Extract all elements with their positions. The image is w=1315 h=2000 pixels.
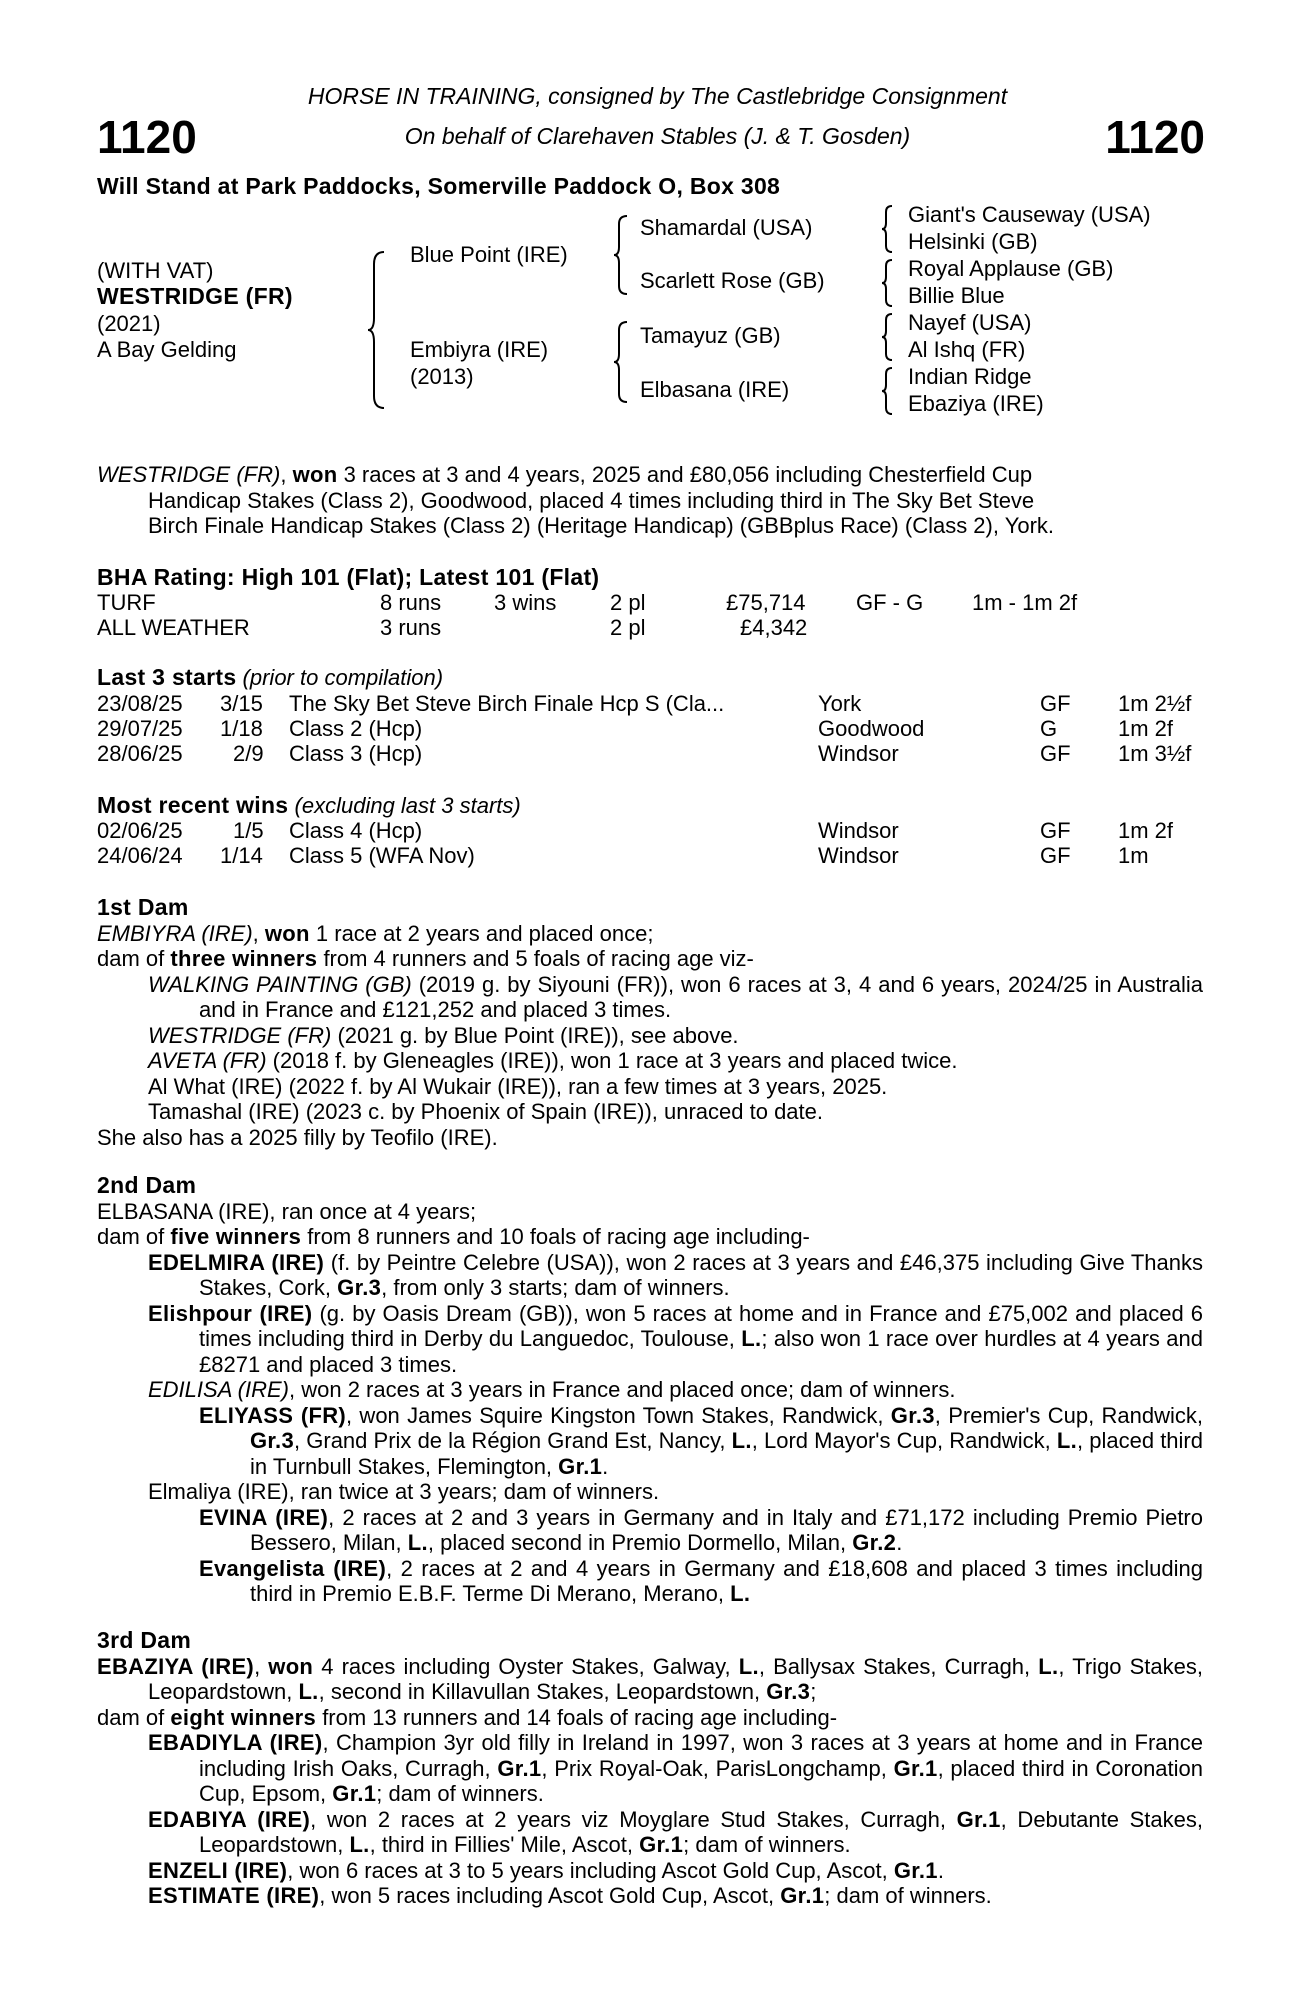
win-1-course: Windsor: [818, 818, 899, 843]
ebaziya-l1: L.: [738, 1653, 759, 1679]
ebadiyla-gr2: Gr.1: [893, 1755, 938, 1781]
first-dam-damof: dam of: [97, 946, 171, 971]
aw-surface: ALL WEATHER: [97, 615, 250, 640]
third-dam-damof: dam of: [97, 1704, 171, 1730]
start-2-race: Class 2 (Hcp): [289, 716, 423, 741]
ebadiyla-a: , Champion 3yr old filly in Ireland in 1997, won 3 races at 3 years at home and in France including Irish Oaks, Curragh,: [199, 1730, 1203, 1781]
ebaziya-a: 4 races including Oyster Stakes, Galway,: [313, 1653, 739, 1679]
turf-prize: £75,714: [726, 590, 806, 615]
edelmira-grade: Gr.3: [337, 1275, 382, 1300]
recent-wins-note: (excluding last 3 starts): [294, 793, 521, 818]
dam-sire: Tamayuz (GB): [640, 323, 781, 348]
last-starts-heading: [97, 665, 443, 690]
enzeli-name: ENZELI (IRE): [148, 1857, 288, 1883]
grandsire-3: Royal Applause (GB): [908, 256, 1114, 281]
eliyass-l1: L.: [731, 1428, 752, 1453]
eliyass-name: ELIYASS (FR): [199, 1402, 347, 1428]
edelmira-name: EDELMIRA (IRE): [148, 1249, 325, 1275]
elishpour-listed: L.: [741, 1326, 762, 1351]
edabiya-d: ; dam of winners.: [683, 1832, 851, 1857]
last-starts-title: Last 3 starts: [97, 664, 237, 690]
progeny-2-text: (2021 g. by Blue Point (IRE)), see above.: [331, 1022, 739, 1048]
grandsire-1: Giant's Causeway (USA): [908, 202, 1151, 227]
ebaziya-name: EBAZIYA (IRE): [97, 1653, 255, 1679]
enzeli-a: , won 6 races at 3 to 5 years including Ascot Gold Cup, Ascot,: [287, 1857, 894, 1883]
horse-year: (2021): [97, 311, 161, 336]
summary-horse-name: WESTRIDGE (FR): [97, 462, 281, 487]
race-summary: WESTRIDGE (FR), won 3 races at 3 and 4 years, 2025 and £80,056 including Chesterfield Cup Handicap Stakes (Class 2), Goodwood, placed 4 times including third in The Sky Bet Steve Birch Finale Handicap Stakes (Class 2) (Heritage Handicap) (GBBplus Race) (Class 2), York.: [97, 462, 1203, 539]
brace-g34: [880, 258, 894, 308]
start-1-going: GF: [1040, 691, 1071, 716]
start-1-pos: 3/15: [220, 691, 263, 716]
eliyass-a: , won James Squire Kingston Town Stakes, Randwick,: [346, 1402, 891, 1428]
evangelista-a: , 2 races at 2 and 4 years in Germany and £18,608 and placed 3 times including third in Premio E.B.F. Terme Di Merano, Merano,: [250, 1555, 1203, 1606]
estimate-a: , won 5 races including Ascot Gold Cup, Ascot,: [319, 1883, 781, 1908]
win-2-race: Class 5 (WFA Nov): [289, 843, 475, 868]
win-1-dist: 1m 2f: [1118, 818, 1174, 843]
ebadiyla-gr1: Gr.1: [497, 1755, 542, 1781]
edabiya-b: , Debutante Stakes, Leopardstown,: [199, 1806, 1203, 1857]
vat-label: (WITH VAT): [97, 258, 214, 283]
edilisa-name: EDILISA (IRE): [148, 1377, 289, 1402]
granddam-8: Ebaziya (IRE): [908, 391, 1044, 416]
ebaziya-l2: L.: [1038, 1653, 1059, 1679]
pedigree-brace-dam: [612, 320, 630, 404]
win-2-date: 24/06/24: [97, 843, 183, 868]
evina-grade: Gr.2: [852, 1530, 897, 1555]
second-dam-section: [97, 1173, 1203, 1607]
start-2-pos: 1/18: [220, 716, 263, 741]
behalf-line: On behalf of Clarehaven Stables (J. & T. Gosden): [404, 123, 911, 149]
granddam-2: Helsinki (GB): [908, 229, 1038, 254]
first-dam-heading: 1st Dam: [97, 894, 189, 920]
consignment-line: HORSE IN TRAINING, consigned by The Castlebridge Consignment: [307, 83, 1008, 109]
start-1-race: The Sky Bet Steve Birch Finale Hcp S (Cla...: [289, 691, 725, 716]
eliyass-b: , Premier's Cup, Randwick,: [934, 1402, 1203, 1428]
start-3-date: 28/06/25: [97, 741, 183, 766]
start-3-going: GF: [1040, 741, 1071, 766]
start-2-course: Goodwood: [818, 716, 925, 741]
second-dam-winners: five winners: [170, 1224, 302, 1249]
summary-text-b: Handicap Stakes (Class 2), Goodwood, placed 4 times including third in The Sky Bet Steve: [148, 487, 1035, 513]
third-dam-section: 3rd Dam EBAZIYA (IRE), won 4 races including Oyster Stakes, Galway, L., Ballysax Stakes, Curragh, L., Trigo Stakes, Leopardstown, L., second in Killavullan Stakes, Leopardstown, Gr.3; dam of eight winners from 13 runners and 14 foals of racing age including- EBADIYLA (IRE), Champion 3yr old filly in Ireland in 1997, won 3 races at 3 years at home and in France including Irish Oaks, Curragh, Gr.1, Prix Royal-Oak, ParisLongchamp, Gr.1, placed third in Coronation Cup, Epsom, Gr.1; dam of winners. EDABIYA (IRE), won 2 races at 2 years viz Moyglare Stud Stakes, Curragh, Gr.1, Debutante Stakes, Leopardstown, L., third in Fillies' Mile, Ascot, Gr.1; dam of winners. ENZELI (IRE), won 6 races at 3 to 5 years including Ascot Gold Cup, Ascot, Gr.1. ESTIMATE (IRE), won 5 races including Ascot Gold Cup, Ascot, Gr.1; dam of winners.: [97, 1627, 1204, 1908]
progeny-6: She also has a 2025 filly by Teofilo (IRE).: [97, 1124, 498, 1150]
eliyass-e: , placed third in Turnbull Stakes, Flemington,: [250, 1428, 1203, 1479]
evina-c: .: [896, 1530, 903, 1555]
evangelista-listed: L.: [730, 1581, 751, 1606]
estimate-gr: Gr.1: [780, 1883, 825, 1908]
progeny-3-name: AVETA (FR): [148, 1048, 267, 1073]
third-dam-winners: eight winners: [170, 1704, 317, 1730]
recent-wins-heading: [97, 793, 521, 818]
start-2-date: 29/07/25: [97, 716, 183, 741]
ebaziya-gr: Gr.3: [766, 1679, 811, 1704]
lot-number-left: 1120: [97, 111, 197, 163]
eliyass-d: , Lord Mayor's Cup, Randwick,: [751, 1428, 1057, 1453]
progeny-1-name: WALKING PAINTING (GB): [148, 971, 412, 997]
edelmira-text-a: (f. by Peintre Celebre (USA)), won 2 races at 3 years and £46,375 including Give Thanks Stakes, Cork,: [199, 1249, 1203, 1300]
win-2-dist: 1m: [1118, 843, 1149, 868]
evina-a: , 2 races at 2 and 3 years in Germany and in Italy and £71,172 including Premio Pietro Bessero, Milan,: [250, 1504, 1203, 1555]
brace-g78: [880, 366, 894, 416]
ebadiyla-gr3: Gr.1: [332, 1781, 377, 1806]
start-1-course: York: [818, 691, 862, 716]
progeny-5: Tamashal (IRE) (2023 c. by Phoenix of Spain (IRE)), unraced to date.: [148, 1099, 823, 1124]
start-2-dist: 1m 2f: [1118, 716, 1174, 741]
edabiya-c: , third in Fillies' Mile, Ascot,: [369, 1832, 640, 1857]
edabiya-name: EDABIYA (IRE): [148, 1806, 311, 1832]
ebaziya-won: won: [268, 1653, 314, 1679]
third-dam-heading: 3rd Dam: [97, 1627, 192, 1653]
ebadiyla-name: EBADIYLA (IRE): [148, 1730, 323, 1755]
turf-going: GF - G: [856, 590, 924, 615]
evangelista-name: Evangelista (IRE): [199, 1555, 387, 1581]
eliyass-c: , Grand Prix de la Région Grand Est, Nancy,: [294, 1428, 732, 1453]
evina-name: EVINA (IRE): [199, 1504, 329, 1530]
summary-text-c: Birch Finale Handicap Stakes (Class 2) (Heritage Handicap) (GBBplus Race) (Class 2), York.: [148, 513, 1055, 538]
grandsire-5: Nayef (USA): [908, 310, 1032, 335]
eliyass-gr3: Gr.1: [558, 1453, 603, 1479]
dam: Embiyra (IRE): [410, 337, 549, 362]
aw-placed: 2 pl: [610, 615, 646, 640]
progeny-1-text: (2019 g. by Siyouni (FR)), won 6 races at 3, 4 and 6 years, 2024/25 in Australia and in France and £121,252 and placed 3 times.: [199, 971, 1204, 1022]
ebaziya-d: , second in Killavullan Stakes, Leopardstown,: [318, 1679, 767, 1704]
ebadiyla-c: , placed third in Coronation Cup, Epsom,: [199, 1755, 1204, 1806]
eliyass-f: .: [602, 1453, 609, 1479]
edilisa-text: , won 2 races at 3 years in France and placed once; dam of winners.: [289, 1377, 956, 1402]
evina-listed: L.: [407, 1530, 428, 1555]
eliyass-l2: L.: [1056, 1428, 1077, 1453]
grandsire-7: Indian Ridge: [908, 364, 1032, 389]
first-dam-name: EMBIYRA (IRE): [97, 920, 253, 946]
horse-name: WESTRIDGE (FR): [97, 283, 293, 309]
first-dam-record: 1 race at 2 years and placed once;: [309, 920, 654, 946]
second-dam-runners: from 8 runners and 10 foals of racing age including-: [301, 1224, 810, 1249]
win-2-pos: 1/14: [220, 843, 263, 868]
summary-won: won: [292, 462, 338, 487]
progeny-4: Al What (IRE) (2022 f. by Al Wukair (IRE)), ran a few times at 3 years, 2025.: [148, 1073, 888, 1099]
granddam-6: Al Ishq (FR): [908, 337, 1026, 362]
bha-rating-title: BHA Rating: High 101 (Flat); Latest 101 (Flat): [97, 564, 600, 590]
last-starts-note: (prior to compilation): [242, 665, 444, 690]
ebaziya-b: , Ballysax Stakes, Curragh,: [758, 1653, 1039, 1679]
stand-location: Will Stand at Park Paddocks, Somerville Paddock O, Box 308: [97, 173, 781, 199]
third-dam-runners: from 13 runners and 14 foals of racing age including-: [316, 1704, 838, 1730]
win-1-going: GF: [1040, 818, 1071, 843]
brace-g12: [880, 204, 894, 254]
turf-wins: 3 wins: [494, 590, 557, 615]
aw-runs: 3 runs: [380, 615, 442, 640]
edabiya-l: L.: [349, 1832, 370, 1857]
dam-dam: Elbasana (IRE): [640, 377, 790, 402]
pedigree-brace-main: [366, 250, 388, 410]
aw-prize: £4,342: [740, 615, 808, 640]
lot-number-right: 1120: [1105, 111, 1205, 163]
ebaziya-l3: L.: [298, 1679, 319, 1704]
turf-distance: 1m - 1m 2f: [972, 590, 1078, 615]
eliyass-gr1: Gr.3: [890, 1402, 935, 1428]
progeny-3-text: (2018 f. by Gleneagles (IRE)), won 1 race at 3 years and placed twice.: [266, 1048, 958, 1073]
progeny-2-name: WESTRIDGE (FR): [148, 1022, 332, 1048]
edabiya-gr1: Gr.1: [956, 1806, 1001, 1832]
eliyass-gr2: Gr.3: [250, 1428, 295, 1453]
estimate-name: ESTIMATE (IRE): [148, 1883, 320, 1908]
win-1-pos: 1/5: [233, 818, 264, 843]
edelmira-text-b: , from only 3 starts; dam of winners.: [381, 1275, 730, 1300]
ebaziya-e: ;: [810, 1679, 817, 1704]
first-dam-runners: from 4 runners and 5 foals of racing age viz-: [317, 946, 754, 971]
second-dam-line: ELBASANA (IRE), ran once at 4 years;: [97, 1198, 477, 1224]
elishpour-name: Elishpour (IRE): [148, 1300, 313, 1326]
win-2-going: GF: [1040, 843, 1071, 868]
start-2-going: G: [1040, 716, 1058, 741]
enzeli-b: .: [937, 1857, 944, 1883]
edabiya-a: , won 2 races at 2 years viz Moyglare Stud Stakes, Curragh,: [310, 1806, 957, 1832]
start-1-date: 23/08/25: [97, 691, 183, 716]
elishpour-text-a: (g. by Oasis Dream (GB)), won 5 races at home and in France and £75,002 and placed 6 times including third in Derby du Languedoc, Toulouse,: [199, 1300, 1204, 1351]
start-3-race: Class 3 (Hcp): [289, 741, 423, 766]
recent-wins-title: Most recent wins: [97, 792, 289, 818]
turf-runs: 8 runs: [380, 590, 442, 615]
summary-text-a: 3 races at 3 and 4 years, 2025 and £80,056 including Chesterfield Cup: [337, 462, 1033, 487]
sire-dam: Scarlett Rose (GB): [640, 268, 825, 293]
sire-sire: Shamardal (USA): [640, 215, 813, 240]
granddam-4: Billie Blue: [908, 283, 1005, 308]
sire: Blue Point (IRE): [410, 242, 568, 267]
pedigree-brace-sire: [612, 214, 630, 296]
dam-year: (2013): [410, 364, 474, 389]
ebaziya-c: , Trigo Stakes, Leopardstown,: [148, 1653, 1204, 1704]
start-3-course: Windsor: [818, 741, 899, 766]
turf-surface: TURF: [97, 590, 156, 615]
turf-placed: 2 pl: [610, 590, 646, 615]
start-1-dist: 1m 2½f: [1118, 691, 1192, 716]
evina-b: , placed second in Premio Dormello, Milan,: [427, 1530, 853, 1555]
enzeli-gr: Gr.1: [893, 1857, 938, 1883]
first-dam-won: won: [264, 920, 310, 946]
win-1-race: Class 4 (Hcp): [289, 818, 423, 843]
elmaliya-line: Elmaliya (IRE), ran twice at 3 years; dam of winners.: [148, 1479, 660, 1504]
win-1-date: 02/06/25: [97, 818, 183, 843]
horse-description: A Bay Gelding: [97, 337, 237, 362]
second-dam-heading: 2nd Dam: [97, 1172, 197, 1198]
ebadiyla-b: , Prix Royal-Oak, ParisLongchamp,: [541, 1755, 894, 1781]
estimate-b: ; dam of winners.: [824, 1883, 992, 1908]
elishpour-text-b: ; also won 1 race over hurdles at 4 years and £8271 and placed 3 times.: [199, 1326, 1203, 1377]
ebadiyla-d: ; dam of winners.: [376, 1781, 544, 1806]
first-dam-winners: three winners: [170, 946, 318, 971]
edabiya-gr2: Gr.1: [639, 1832, 684, 1857]
win-2-course: Windsor: [818, 843, 899, 868]
start-3-pos: 2/9: [233, 741, 264, 766]
start-3-dist: 1m 3½f: [1118, 741, 1192, 766]
second-dam-damof: dam of: [97, 1224, 171, 1249]
brace-g56: [880, 312, 894, 362]
first-dam-section: 1st Dam EMBIYRA (IRE), won 1 race at 2 years and placed once; dam of three winners from 4 runners and 5 foals of racing age viz- WALKING PAINTING (GB) (2019 g. by Siyouni (FR)), won 6 races at 3, 4 and 6 years, 2024/25 in Australia and in France and £121,252 and placed 3 times. WESTRIDGE (FR) (2021 g. by Blue Point (IRE)), see above. AVETA (FR) (2018 f. by Gleneagles (IRE)), won 1 race at 3 years and placed twice. Al What (IRE) (2022 f. by Al Wukair (IRE)), ran a few times at 3 years, 2025. Tamashal (IRE) (2023 c. by Phoenix of Spain (IRE)), unraced to date. She also has a 2025 filly by Teofilo (IRE).: [97, 894, 1204, 1150]
